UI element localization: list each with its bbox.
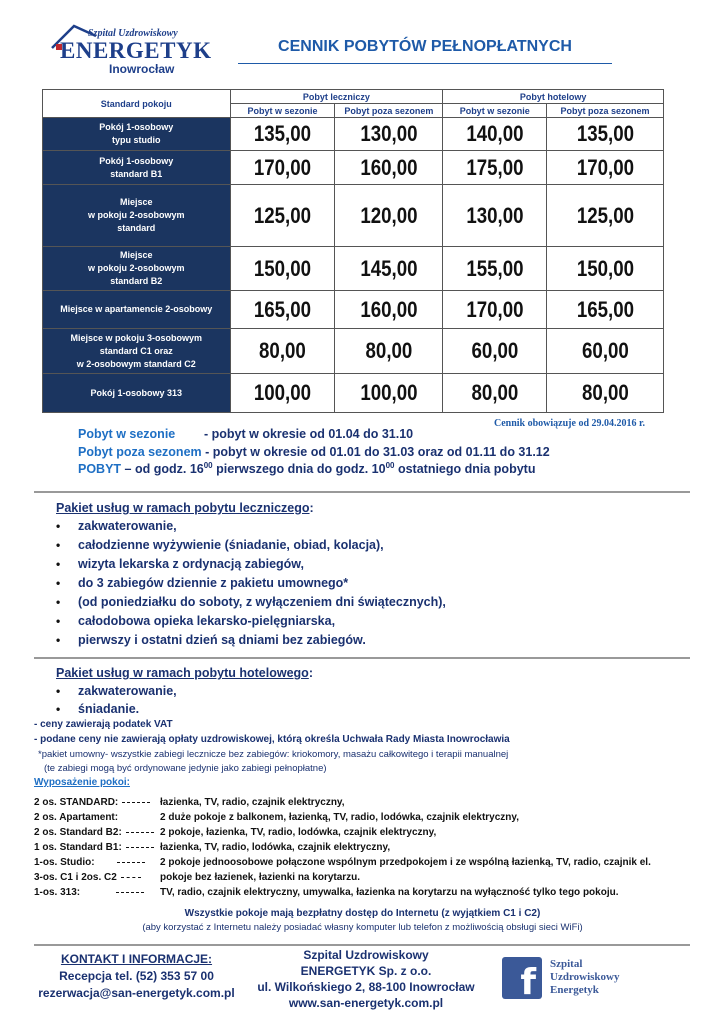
group-medical-header: Pobyt leczniczy [230,90,443,104]
sub-header: Pobyt w sezonie [443,104,547,118]
facebook-label-line: Uzdrowiskowy [550,971,620,983]
price-cell: 100,00 [238,374,327,413]
table-row [43,329,664,374]
list-item: • wizyta lekarska z ordynacją zabiegów, [56,557,446,576]
facebook-glyph: f [520,962,536,1003]
price-cell: 100,00 [343,374,435,413]
logo-city-text: Inowrocław [109,62,175,76]
valid-from-note: Cennik obowiązuje od 29.04.2016 r. [494,418,646,429]
equipment-key: 3-os. C1 i 2os. C2 [34,872,160,883]
title-underline [238,63,612,64]
equipment-list [34,792,704,897]
price-cell: 170,00 [238,151,327,185]
address-block [248,947,484,1011]
equipment-key: 1-os. 313: [34,887,160,898]
sub-header: Pobyt poza sezonem [335,104,443,118]
equipment-row [34,822,704,837]
definition-offseason [78,445,550,459]
website-link[interactable]: www.san-energetyk.com.pl [288,996,444,1010]
note-vat: - ceny zawierają podatek VAT [34,719,173,730]
row-label: Pokój 1-osobowy 313 [43,374,231,413]
def-value: pierwszego dnia do godz. 10 [212,462,386,477]
def-sup: 00 [203,461,213,470]
definition-stay [78,461,535,476]
facebook-label-line: Szpital [550,958,583,970]
separator [34,491,690,493]
page-title: CENNIK POBYTÓW PEŁNOPŁATNYCH [278,38,572,55]
list-item: • pierwszy i ostatni dzień są dniami bez zabiegów. [56,633,446,652]
equipment-row [34,792,704,807]
internet-note-2: (aby korzystać z Internetu należy posiadać własny komputer lub telefon z możliwością obsługi sieci WiFi) [142,922,583,933]
price-cell: 125,00 [555,185,654,247]
row-label: Miejsce w pokoju 2-osobowym standard [43,185,231,247]
equipment-row [34,882,704,897]
price-cell: 60,00 [451,329,539,374]
list-item: • całodobowa opieka lekarsko-pielęgniarska, [56,614,446,633]
logo [46,22,212,78]
price-cell: 120,00 [343,185,435,247]
equipment-value: TV, radio, czajnik elektryczny, umywalka, łazienka na korytarzu na wyłączność tylko tego pokoju. [160,887,619,898]
price-cell: 140,00 [451,118,539,151]
def-value: – od godz. 16 [124,462,204,477]
equipment-key: 1 os. Standard B1: [34,842,160,853]
def-sup: 00 [385,461,395,470]
logo-main-text: ENERGETYK [60,38,212,63]
price-cell: 155,00 [451,247,539,291]
sub-header: Pobyt poza sezonem [547,104,664,118]
price-cell: 175,00 [451,151,539,185]
price-cell: 160,00 [343,291,435,329]
internet-note: Wszystkie pokoje mają bezpłatny dostęp do Internetu (z wyjątkiem C1 i C2) [184,908,541,919]
hotel-package [56,664,313,720]
facebook-icon[interactable] [502,957,542,1003]
equipment-value: łazienka, TV, radio, lodówka, czajnik elektryczny, [160,842,391,853]
table-row [43,118,664,151]
price-cell: 170,00 [451,291,539,329]
equipment-row [34,837,704,852]
contact-block [34,952,239,1000]
def-key: POBYT [78,462,122,477]
price-cell: 135,00 [555,118,654,151]
logo-top-text: Szpital Uzdrowiskowy [88,28,178,39]
price-cell: 160,00 [343,151,435,185]
list-item: • zakwaterowanie, [56,519,446,538]
list-item: • zakwaterowanie, [56,684,313,702]
row-label: Miejsce w apartamencie 2-osobowy [43,291,231,329]
note-fee: - podane ceny nie zawierają opłaty uzdrowiskowej, którą określa Uchwała Rady Miasta Inowrocławia [34,734,510,745]
table-row [43,374,664,413]
def-key: Pobyt poza sezonem [78,445,202,459]
price-cell: 130,00 [343,118,435,151]
medical-heading: Pakiet usług w ramach pobytu leczniczego [56,501,310,515]
price-cell: 125,00 [238,185,327,247]
equipment-key: 2 os. STANDARD: [34,797,160,808]
note-package-2: (te zabiegi mogą być ordynowane jedynie jako zabiegi pełnopłatne) [44,763,327,774]
address-line: ENERGETYK Sp. z o.o. [300,964,432,978]
medical-heading-colon: : [309,501,314,515]
price-cell: 80,00 [451,374,539,413]
price-cell: 145,00 [343,247,435,291]
equipment-key: 2 os. Apartament: [34,812,119,823]
table-row [43,185,664,247]
equipment-value: 2 pokoje, łazienka, TV, radio, lodówka, czajnik elektryczny, [160,827,437,838]
row-label: Miejsce w pokoju 2-osobowym standard B2 [43,247,231,291]
equipment-value: łazienka, TV, radio, czajnik elektryczny, [160,797,345,808]
list-item: • (od poniedziałku do soboty, z wyłączeniem dni świątecznych), [56,595,446,614]
equipment-value: 2 pokoje jednoosobowe połączone wspólnym przedpokojem i ze wspólną łazienką, TV, radio, czajnik el. [160,857,651,868]
equipment-value: pokoje bez łazienek, łazienki na korytarzu. [160,872,361,883]
def-key: Pobyt w sezonie [78,427,176,441]
address-line: ul. Wilkońskiego 2, 88-100 Inowrocław [257,980,475,994]
equipment-key: 2 os. Standard B2: [34,827,160,838]
price-cell: 80,00 [555,374,654,413]
row-label: Pokój 1-osobowy standard B1 [43,151,231,185]
facebook-label[interactable] [550,958,619,997]
medical-package [56,499,446,652]
equipment-row [34,807,704,822]
table-row [43,151,664,185]
hotel-heading-colon: : [308,666,313,680]
row-label: Miejsce w pokoju 3-osobowym standard C1 oraz w 2-osobowym standard C2 [43,329,231,374]
equipment-key: 1-os. Studio: [34,857,160,868]
price-cell: 80,00 [343,329,435,374]
table-row [43,247,664,291]
separator [34,657,690,659]
list-item: • do 3 zabiegów dziennie z pakietu umownego* [56,576,446,595]
facebook-label-line: Energetyk [550,984,599,996]
contact-heading: KONTAKT I INFORMACJE: [60,952,213,966]
price-cell: 150,00 [238,247,327,291]
price-cell: 150,00 [555,247,654,291]
contact-phone[interactable]: Recepcja tel. (52) 353 57 00 [59,969,214,983]
price-table [42,89,664,413]
price-cell: 165,00 [555,291,654,329]
group-hotel-header: Pobyt hotelowy [443,90,664,104]
contact-email[interactable]: rezerwacja@san-energetyk.com.pl [38,986,235,1000]
list-item: • śniadanie. [56,702,313,720]
definition-season [78,427,413,441]
def-value: ostatniego dnia pobytu [394,462,536,477]
note-package: *pakiet umowny- wszystkie zabiegi lecznicze bez zabiegów: kriokomory, masażu całkowitego i terapii manualnej [38,749,509,760]
price-cell: 165,00 [238,291,327,329]
price-cell: 60,00 [555,329,654,374]
footer-separator [34,944,690,946]
price-cell: 170,00 [555,151,654,185]
sub-header: Pobyt w sezonie [230,104,335,118]
def-value: - pobyt w okresie od 01.04 do 31.10 [204,427,414,441]
table-row [43,291,664,329]
price-cell: 135,00 [238,118,327,151]
equipment-row [34,867,704,882]
hotel-heading: Pakiet usług w ramach pobytu hotelowego [56,666,309,680]
standard-header: Standard pokoju [43,90,231,118]
equipment-value: 2 duże pokoje z balkonem, łazienką, TV, radio, lodówka, czajnik elektryczny, [160,812,520,823]
list-item: • całodzienne wyżywienie (śniadanie, obiad, kolacja), [56,538,446,557]
def-value: - pobyt w okresie od 01.01 do 31.03 oraz od 01.11 do 31.12 [205,445,550,459]
equipment-heading: Wyposażenie pokoi: [34,777,130,788]
row-label: Pokój 1-osobowy typu studio [43,118,231,151]
equipment-row [34,852,704,867]
price-cell: 80,00 [238,329,327,374]
price-cell: 130,00 [451,185,539,247]
address-line: Szpital Uzdrowiskowy [303,948,429,962]
